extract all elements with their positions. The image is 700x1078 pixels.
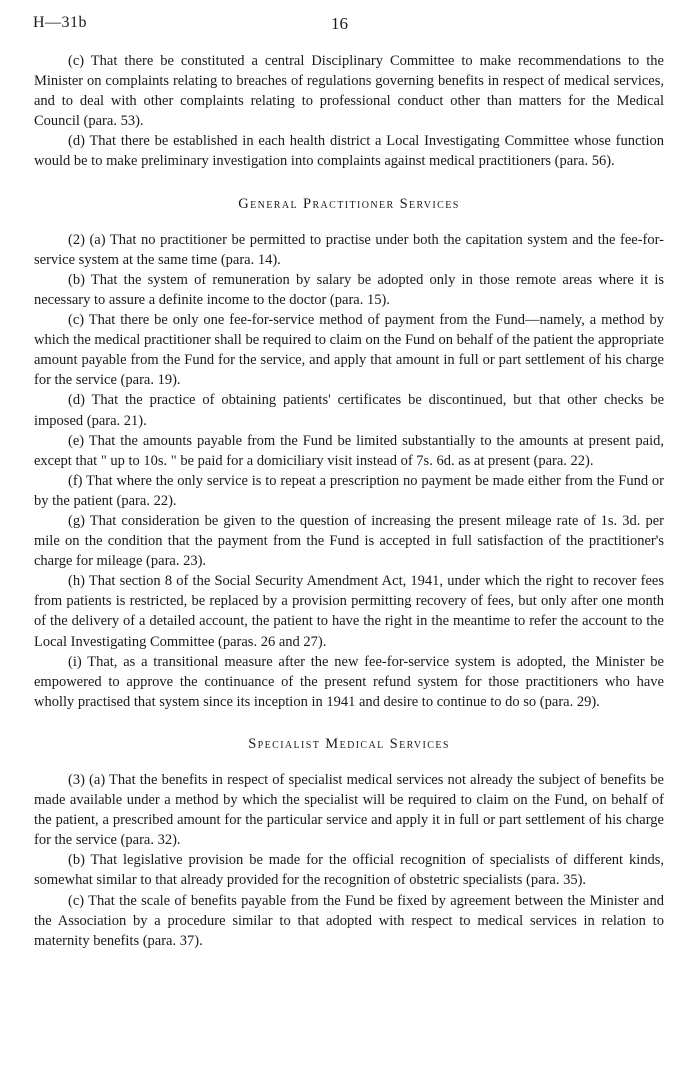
paragraph-2d: (d) That the practice of obtaining patients' certificates be discontinued, but that other checks be imposed (para. 21). [34, 392, 664, 429]
paragraph-1d: (d) That there be established in each health district a Local Investigating Committee whose function would be to make preliminary investigation into complaints against medical practitioners (para. 56). [34, 133, 664, 170]
document-reference: H—31b [33, 14, 88, 31]
section-heading-general: General Practitioner Services [238, 195, 460, 212]
paragraph-3a: (3) (a) That the benefits in respect of specialist medical services not already the subject of benefits be made available under a method by which the specialist will be required to claim on the Fund, on behalf of the patient, a prescribed amount for the particular service and apply it in full or part settlement of his charge for the service (para. 32). [34, 772, 664, 849]
paragraph-2a: (2) (a) That no practitioner be permitted to practise under both the capitation system and the fee-for-service system at the same time (para. 14). [34, 231, 664, 268]
section-heading-specialist: Specialist Medical Services [248, 735, 450, 752]
document-body [34, 51, 664, 951]
paragraph-2b: (b) That the system of remuneration by salary be adopted only in those remote areas where it is necessary to assure a definite income to the doctor (para. 15). [34, 271, 664, 308]
page-number: 16 [331, 14, 348, 33]
paragraph-3c: (c) That the scale of benefits payable from the Fund be fixed by agreement between the Minister and the Association by a procedure similar to that adopted with respect to medical services in relation to maternity benefits (para. 37). [34, 892, 664, 949]
paragraph-3b: (b) That legislative provision be made for the official recognition of specialists of different kinds, somewhat similar to that already provided for the recognition of obstetric specialists (para. 35). [34, 852, 664, 889]
paragraph-2i: (i) That, as a transitional measure after the new fee-for-service system is adopted, the Minister be empowered to approve the continuance of the present refund system for those practitioners who have wholly practised that system since its inception in 1941 and desire to continue to do so (para. 29). [34, 653, 664, 710]
paragraph-2h: (h) That section 8 of the Social Security Amendment Act, 1941, under which the right to recover fees from patients is restricted, be replaced by a provision permitting recovery of fees, but only after one month of the delivery of a detailed account, the patient to have the right in the meantime to refer the account to the Local Investigating Committee (paras. 26 and 27). [34, 573, 664, 650]
paragraph-1c: (c) That there be constituted a central Disciplinary Committee to make recommendations to the Minister on complaints relating to breaches of regulations governing benefits in respect of medical services, and to deal with other complaints relating to professional conduct other than matters for the Medical Council (para. 53). [34, 53, 664, 130]
paragraph-2c: (c) That there be only one fee-for-service method of payment from the Fund—namely, a method by which the medical practitioner shall be required to claim on the Fund on behalf of the patient the appropriate amount payable from the Fund for the service, and apply that amount in full or part settlement of his charge for the service (para. 19). [34, 312, 664, 389]
paragraph-2e: (e) That the amounts payable from the Fund be limited substantially to the amounts at present paid, except that " up to 10s. " be paid for a domiciliary visit instead of 7s. 6d. as at present (para. 22). [34, 432, 664, 469]
paragraph-2f: (f) That where the only service is to repeat a prescription no payment be made either from the Fund or by the patient (para. 22). [34, 472, 664, 509]
paragraph-2g: (g) That consideration be given to the question of increasing the present mileage rate of 1s. 3d. per mile on the condition that the payment from the Fund is accepted in full satisfaction of the practitioner's charge for mileage (para. 23). [34, 512, 664, 570]
